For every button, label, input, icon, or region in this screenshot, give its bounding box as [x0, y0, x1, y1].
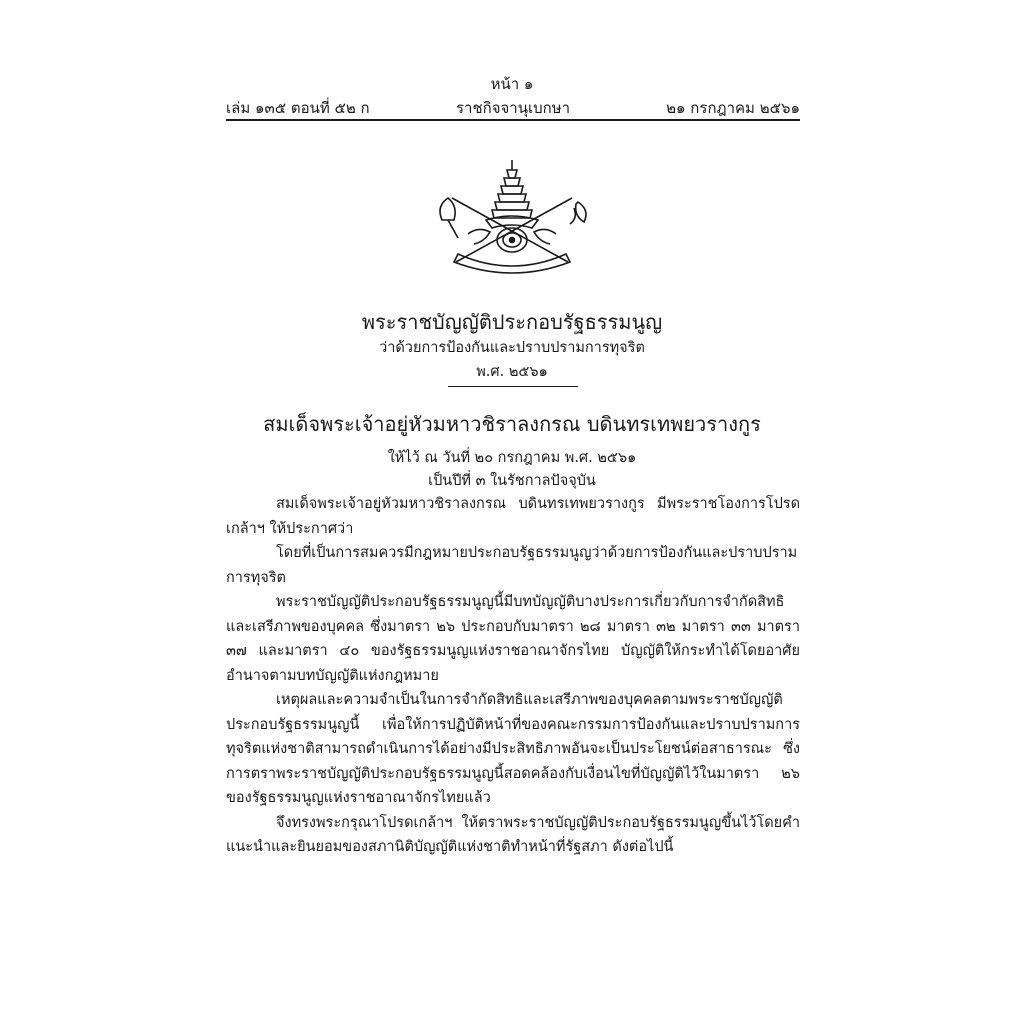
- king-name: สมเด็จพระเจ้าอยู่หัวมหาวชิราลงกรณ บดินทรเทพยวรางกูร: [263, 412, 761, 436]
- volume-issue: เล่ม ๑๓๕ ตอนที่ ๕๒ ก: [226, 99, 370, 117]
- paragraph-rights-limitation: พระราชบัญญัติประกอบรัฐธรรมนูญนี้มีบทบัญญัติบางประการเกี่ยวกับการจำกัดสิทธิและเสรีภาพของบุคคล ซึ่งมาตรา ๒๖ ประกอบกับมาตรา ๒๘ มาตรา ๓๒ มาตรา ๓๓ มาตรา ๓๗ และมาตรา ๔๐ ของรัฐธรรมนูญแห่งราชอาณาจักรไทย บัญญัติให้กระทำได้โดยอาศัยอำนาจตามบทบัญญัติแห่งกฎหมาย: [226, 594, 800, 684]
- header-divider: [226, 119, 800, 121]
- publication-name: ราชกิจจานุเบกษา: [455, 99, 571, 117]
- reign-year: เป็นปีที่ ๓ ในรัชกาลปัจจุบัน: [428, 473, 596, 489]
- paragraph-reasons: เหตุผลและความจำเป็นในการจำกัดสิทธิและเสรีภาพของบุคคลตามพระราชบัญญัติประกอบรัฐธรรมนูญนี้ เพื่อให้การปฏิบัติหน้าที่ของคณะกรรมการป้องกันและปราบปรามการทุจริตแห่งชาติสามารถดำเนินการได้อย่างมีประสิทธิภาพอันจะเป็นประโยชน์ต่อสาธารณะ ซึ่งการตราพระราชบัญญัติประกอบรัฐธรรมนูญนี้สอดคล้องกับเงื่อนไขที่บัญญัติไว้ในมาตรา ๒๖ ของรัฐธรรมนูญแห่งราชอาณาจักรไทยแล้ว: [226, 692, 800, 806]
- gazette-header: [226, 96, 800, 118]
- publication-date: ๒๑ กรกฎาคม ๒๕๖๑: [666, 99, 800, 117]
- paragraph-purpose: โดยที่เป็นการสมควรมีกฎหมายประกอบรัฐธรรมนูญว่าด้วยการป้องกันและปราบปรามการทุจริต: [226, 545, 798, 586]
- royal-seal-icon: [428, 158, 596, 276]
- title-divider: [448, 386, 578, 387]
- act-subtitle: ว่าด้วยการป้องกันและปราบปรามการทุจริต: [379, 340, 645, 356]
- act-body: [226, 492, 800, 860]
- paragraph-proclamation: สมเด็จพระเจ้าอยู่หัวมหาวชิราลงกรณ บดินทรเทพยวรางกูร มีพระราชโองการโปรดเกล้าฯ ให้ประกาศว่า: [226, 496, 800, 537]
- paragraph-enactment: จึงทรงพระกรุณาโปรดเกล้าฯ ให้ตราพระราชบัญญัติประกอบรัฐธรรมนูญขึ้นไว้โดยคำแนะนำและยินยอมของสภานิติบัญญัติแห่งชาติทำหน้าที่รัฐสภา ดังต่อไปนี้: [226, 814, 800, 855]
- act-title: พระราชบัญญัติประกอบรัฐธรรมนูญ: [361, 310, 663, 334]
- given-date: ให้ไว้ ณ วันที่ ๒๐ กรกฎาคม พ.ศ. ๒๕๖๑: [387, 450, 637, 466]
- page-number: หน้า ๑: [490, 75, 534, 93]
- act-year: พ.ศ. ๒๕๖๑: [476, 364, 548, 380]
